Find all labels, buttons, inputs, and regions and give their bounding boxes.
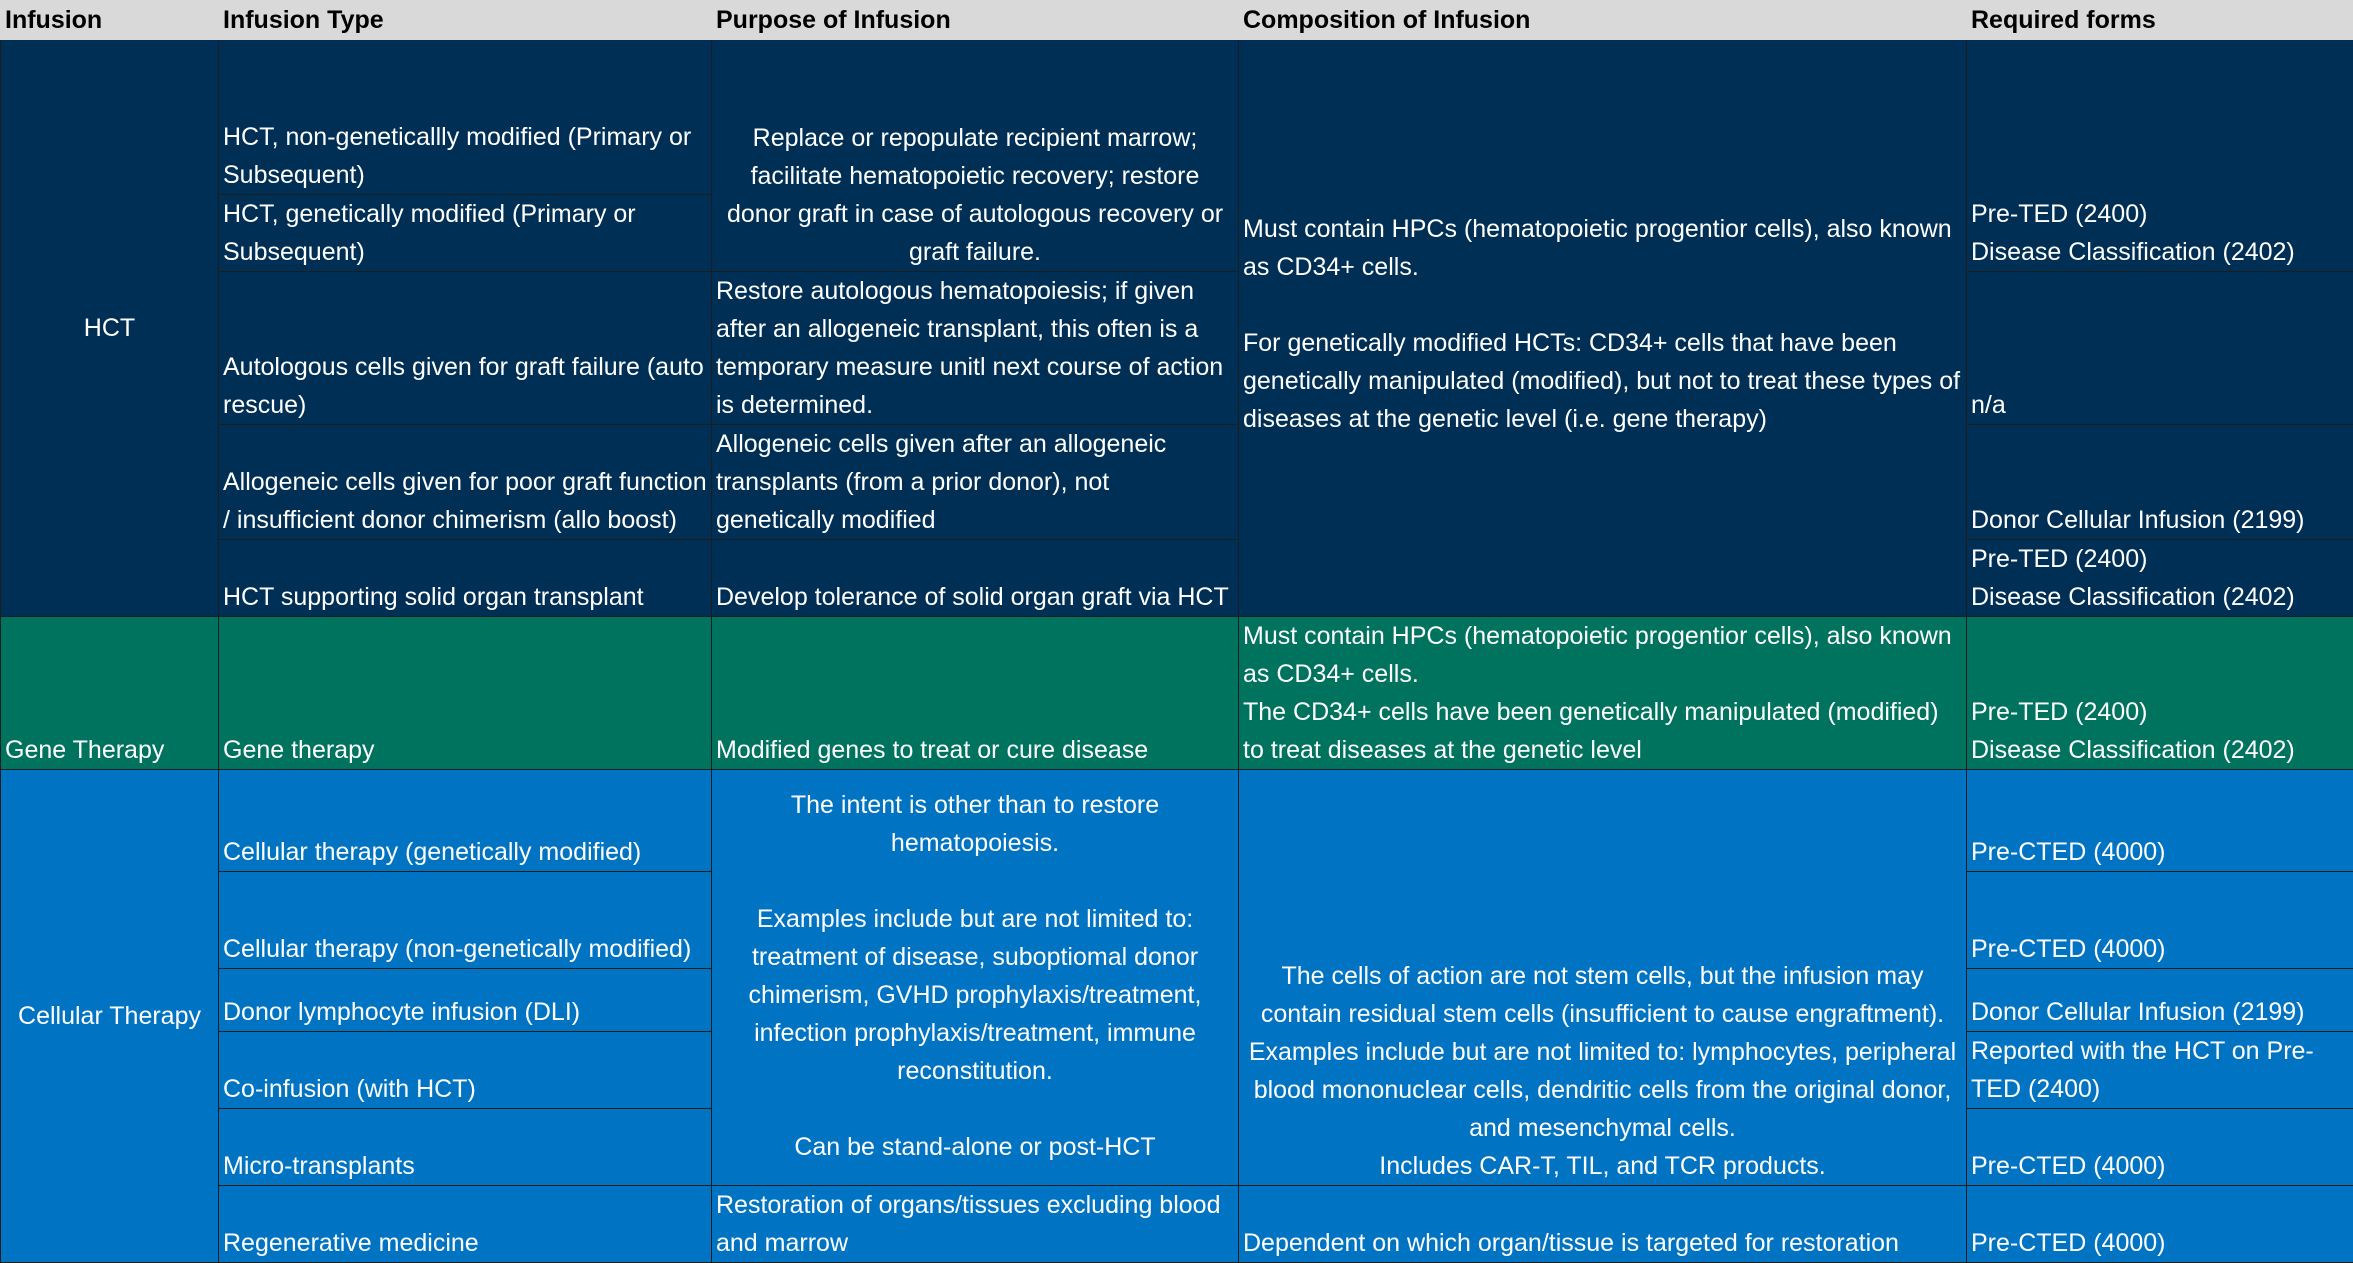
composition-cell: The cells of action are not stem cells, but the infusion may contain residual stem cells (insufficient to cause engraftment). Examples include but are not limited to: lymphocytes, peripheral blood mononuclear cells, dendritic cells from the original donor, and mesenchymal cells. Includes CAR-T, TIL, and TCR products. xyxy=(1239,770,1967,1186)
infusion-type-cell: HCT supporting solid organ transplant xyxy=(219,540,712,617)
infusion-type-cell: Regenerative medicine xyxy=(219,1186,712,1263)
composition-cell: Dependent on which organ/tissue is targeted for restoration xyxy=(1239,1186,1967,1263)
purpose-cell: Allogeneic cells given after an allogeneic transplants (from a prior donor), not genetically modified xyxy=(712,425,1239,540)
required-forms-cell: Pre-CTED (4000) xyxy=(1967,770,2353,872)
required-forms-cell: Pre-TED (2400) Disease Classification (2402) xyxy=(1967,617,2353,770)
header-composition: Composition of Infusion xyxy=(1239,1,1967,40)
purpose-cell: The intent is other than to restore hematopoiesis. Examples include but are not limited to: treatment of disease, suboptiomal donor chimerism, GVHD prophylaxis/treatment, infection prophylaxis/treatment, immune reconstitution. Can be stand-alone or post-HCT xyxy=(712,770,1239,1186)
header-infusion-type: Infusion Type xyxy=(219,1,712,40)
table-row xyxy=(1,272,2353,425)
table-row xyxy=(1,617,2353,770)
required-forms-cell: Pre-CTED (4000) xyxy=(1967,872,2353,969)
table-row xyxy=(1,770,2353,872)
header-required-forms: Required forms xyxy=(1967,1,2353,40)
required-forms-cell: Donor Cellular Infusion (2199) xyxy=(1967,425,2353,540)
purpose-cell: Develop tolerance of solid organ graft via HCT xyxy=(712,540,1239,617)
infusion-type-cell: Donor lymphocyte infusion (DLI) xyxy=(219,969,712,1032)
composition-cell: Must contain HPCs (hematopoietic progentior cells), also known as CD34+ cells. The CD34+ cells have been genetically manipulated (modified) to treat diseases at the genetic level xyxy=(1239,617,1967,770)
table-row xyxy=(1,425,2353,540)
composition-cell: Must contain HPCs (hematopoietic progentior cells), also known as CD34+ cells. For genetically modified HCTs: CD34+ cells that have been genetically manipulated (modified), but not to treat these types of diseases at the genetic level (i.e. gene therapy) xyxy=(1239,40,1967,617)
table-row xyxy=(1,1186,2353,1263)
purpose-cell: Restore autologous hematopoiesis; if given after an allogeneic transplant, this often is a temporary measure unitl next course of action is determined. xyxy=(712,272,1239,425)
infusion-type-cell: Allogeneic cells given for poor graft function / insufficient donor chimerism (allo boost) xyxy=(219,425,712,540)
required-forms-cell: n/a xyxy=(1967,272,2353,425)
gene-therapy-label: Gene Therapy xyxy=(1,617,219,770)
required-forms-cell: Donor Cellular Infusion (2199) xyxy=(1967,969,2353,1032)
cellular-therapy-label: Cellular Therapy xyxy=(1,770,219,1263)
header-row xyxy=(1,1,2353,40)
purpose-cell: Modified genes to treat or cure disease xyxy=(712,617,1239,770)
infusion-type-cell: Co-infusion (with HCT) xyxy=(219,1032,712,1109)
infusion-type-cell: Cellular therapy (non-genetically modified) xyxy=(219,872,712,969)
purpose-cell: Restoration of organs/tissues excluding blood and marrow xyxy=(712,1186,1239,1263)
required-forms-cell: Pre-TED (2400) Disease Classification (2402) xyxy=(1967,40,2353,272)
infusion-type-cell: Autologous cells given for graft failure (auto rescue) xyxy=(219,272,712,425)
infusion-type-cell: Micro-transplants xyxy=(219,1109,712,1186)
required-forms-cell: Pre-TED (2400) Disease Classification (2402) xyxy=(1967,540,2353,617)
header-infusion: Infusion xyxy=(1,1,219,40)
purpose-cell: Replace or repopulate recipient marrow; facilitate hematopoietic recovery; restore donor graft in case of autologous recovery or graft failure. xyxy=(712,40,1239,272)
infusion-type-cell: Cellular therapy (genetically modified) xyxy=(219,770,712,872)
header-purpose: Purpose of Infusion xyxy=(712,1,1239,40)
required-forms-cell: Reported with the HCT on Pre-TED (2400) xyxy=(1967,1032,2353,1109)
infusion-type-cell: HCT, genetically modified (Primary or Subsequent) xyxy=(219,195,712,272)
table-row xyxy=(1,40,2353,195)
hct-label: HCT xyxy=(1,40,219,617)
required-forms-cell: Pre-CTED (4000) xyxy=(1967,1109,2353,1186)
infusion-type-cell: HCT, non-geneticallly modified (Primary or Subsequent) xyxy=(219,40,712,195)
infusion-type-cell: Gene therapy xyxy=(219,617,712,770)
required-forms-cell: Pre-CTED (4000) xyxy=(1967,1186,2353,1263)
table-row xyxy=(1,540,2353,617)
